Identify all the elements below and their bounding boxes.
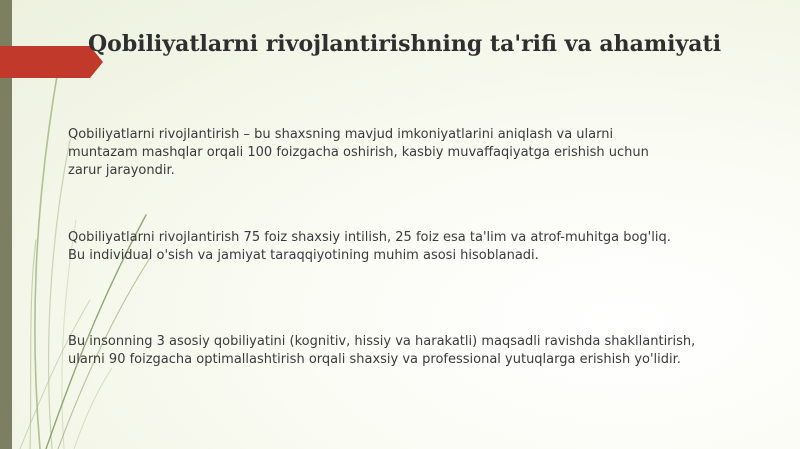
paragraph-line: Qobiliyatlarni rivojlantirish 75 foiz shaxsiy intilish, 25 foiz esa ta'lim va atrof-muhitga bog'liq. bbox=[68, 230, 671, 245]
paragraph-factors bbox=[68, 229, 671, 265]
slide-title: Qobiliyatlarni rivojlantirishning ta'rifi va ahamiyati bbox=[88, 31, 722, 57]
paragraph-line: zarur jarayondir. bbox=[68, 163, 175, 178]
paragraph-definition bbox=[68, 126, 649, 180]
paragraph-line: Qobiliyatlarni rivojlantirish – bu shaxsning mavjud imkoniyatlarini aniqlash va ularni bbox=[68, 127, 614, 142]
paragraph-line: Bu individual o'sish va jamiyat taraqqiyotining muhim asosi hisoblanadi. bbox=[68, 248, 539, 263]
paragraph-line: muntazam mashqlar orqali 100 foizgacha oshirish, kasbiy muvaffaqiyatga erishish uchun bbox=[68, 145, 649, 160]
paragraph-line: ularni 90 foizgacha optimallashtirish orqali shaxsiy va professional yutuqlarga erishish yo'lidir. bbox=[68, 352, 681, 367]
paragraph-significance bbox=[68, 333, 695, 369]
paragraph-line: Bu insonning 3 asosiy qobiliyatini (kognitiv, hissiy va harakatli) maqsadli ravishda shakllantirish, bbox=[68, 334, 696, 349]
